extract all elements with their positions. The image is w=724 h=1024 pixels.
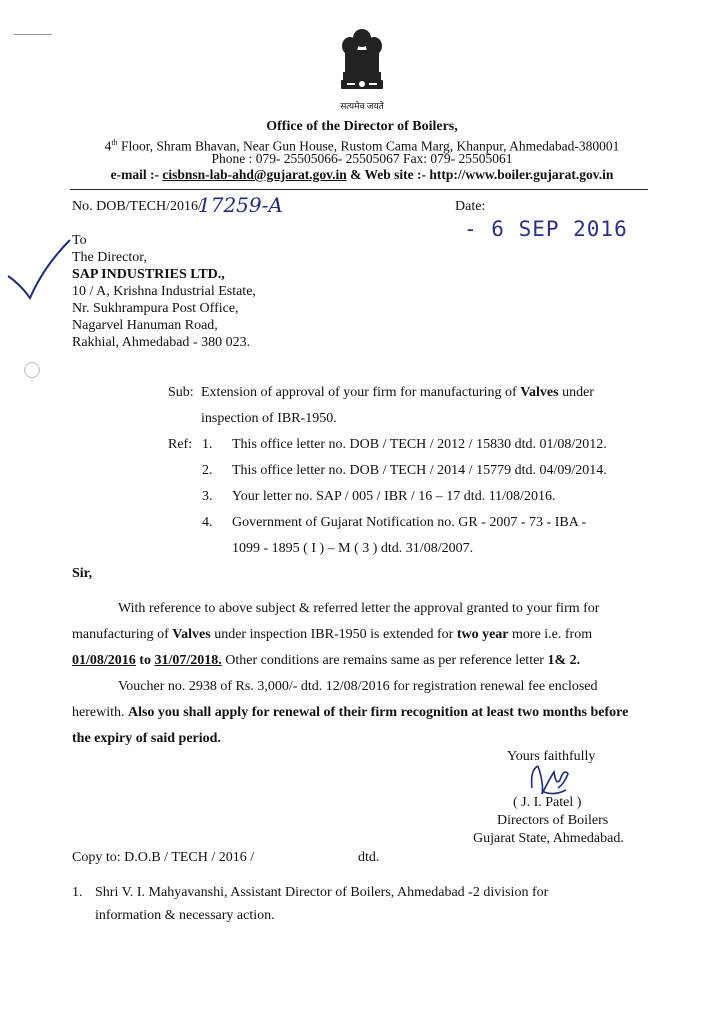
reference-text-line2: 1099 - 1895 ( I ) – M ( 3 ) dtd. 31/08/2007. bbox=[232, 541, 474, 556]
office-contact: e-mail :- cisbnsn-lab-ahd@gujarat.gov.in & Web site :- http://www.boiler.gujarat.gov.in bbox=[110, 167, 614, 182]
signatory-location: Gujarat State, Ahmedabad. bbox=[473, 831, 624, 846]
ref-number-handwritten: 17259-A bbox=[198, 193, 283, 217]
addressee-line4: Nr. Sukhrampura Post Office, bbox=[72, 301, 239, 316]
copy-item-num: 1. bbox=[72, 885, 83, 900]
ref-number-label: No. DOB/TECH/2016/ bbox=[72, 199, 202, 214]
subject-text: Extension of approval of your firm for manufacturing of Valves under bbox=[201, 385, 594, 400]
to-label: To bbox=[72, 233, 87, 248]
subject-text-line2: inspection of IBR-1950. bbox=[201, 411, 337, 426]
references-label: Ref: bbox=[168, 437, 193, 452]
reference-num: 2. bbox=[202, 463, 213, 478]
checkmark-icon bbox=[4, 236, 74, 306]
office-title: Office of the Director of Boilers, bbox=[266, 119, 458, 134]
reference-num: 1. bbox=[202, 437, 213, 452]
addressee-title: The Director, bbox=[72, 250, 147, 265]
office-address: 4th Floor, Shram Bhavan, Near Gun House, Rustom Cama Marg, Khanpur, Ahmedabad-380001 bbox=[104, 138, 620, 154]
addressee-company: SAP INDUSTRIES LTD., bbox=[72, 267, 225, 282]
reference-text: This office letter no. DOB / TECH / 2014 / 15779 dtd. 04/09/2014. bbox=[232, 463, 607, 478]
addressee-line6: Rakhial, Ahmedabad - 380 023. bbox=[72, 335, 251, 350]
reference-text: This office letter no. DOB / TECH / 2012 / 15830 dtd. 01/08/2012. bbox=[232, 437, 607, 452]
body-paragraph-2: Voucher no. 2938 of Rs. 3,000/- dtd. 12/08/2016 for registration renewal fee enclosed herewith. Also you shall apply for renewal of their firm recognition at least two months before the expiry of said period. bbox=[72, 679, 629, 746]
scan-mark bbox=[14, 34, 52, 35]
emblem-motto: सत्यमेव जयते bbox=[340, 101, 384, 111]
copy-item-line1: Shri V. I. Mahyavanshi, Assistant Director of Boilers, Ahmedabad -2 division for bbox=[95, 885, 549, 900]
reference-text: Government of Gujarat Notification no. GR - 2007 - 73 - IBA - bbox=[232, 515, 587, 530]
copy-item-line2: information & necessary action. bbox=[95, 908, 275, 923]
copy-to-dtd: dtd. bbox=[358, 850, 380, 865]
signatory-name: ( J. I. Patel ) bbox=[513, 795, 582, 810]
addressee-line5: Nagarvel Hanuman Road, bbox=[72, 318, 218, 333]
closing: Yours faithfully bbox=[507, 749, 596, 764]
header-divider bbox=[70, 189, 648, 190]
date-label: Date: bbox=[455, 199, 486, 214]
copy-to-label: Copy to: D.O.B / TECH / 2016 / bbox=[72, 850, 255, 865]
addressee-line3: 10 / A, Krishna Industrial Estate, bbox=[72, 284, 256, 299]
reference-num: 4. bbox=[202, 515, 213, 530]
signatory-designation: Directors of Boilers bbox=[497, 813, 609, 828]
email-link[interactable]: cisbnsn-lab-ahd@gujarat.gov.in bbox=[162, 167, 347, 182]
date-stamp: - 6 SEP 2016 bbox=[464, 217, 628, 241]
subject-label: Sub: bbox=[168, 385, 194, 400]
reference-text: Your letter no. SAP / 005 / IBR / 16 – 17 dtd. 11/08/2016. bbox=[232, 489, 556, 504]
national-emblem-icon bbox=[337, 26, 387, 100]
punch-hole-mark bbox=[24, 362, 40, 378]
body-paragraph-1: With reference to above subject & referred letter the approval granted to your firm for manufacturing of Valves under inspection IBR-1950 is extended for two year more i.e. from 01/08/2016 to 31/07/2018. Other conditions are remains same as per reference letter 1& 2. bbox=[72, 601, 600, 668]
reference-num: 3. bbox=[202, 489, 213, 504]
office-phone: Phone : 079- 25505066- 25505067 Fax: 079- 25505061 bbox=[211, 151, 513, 166]
salutation: Sir, bbox=[72, 566, 93, 581]
